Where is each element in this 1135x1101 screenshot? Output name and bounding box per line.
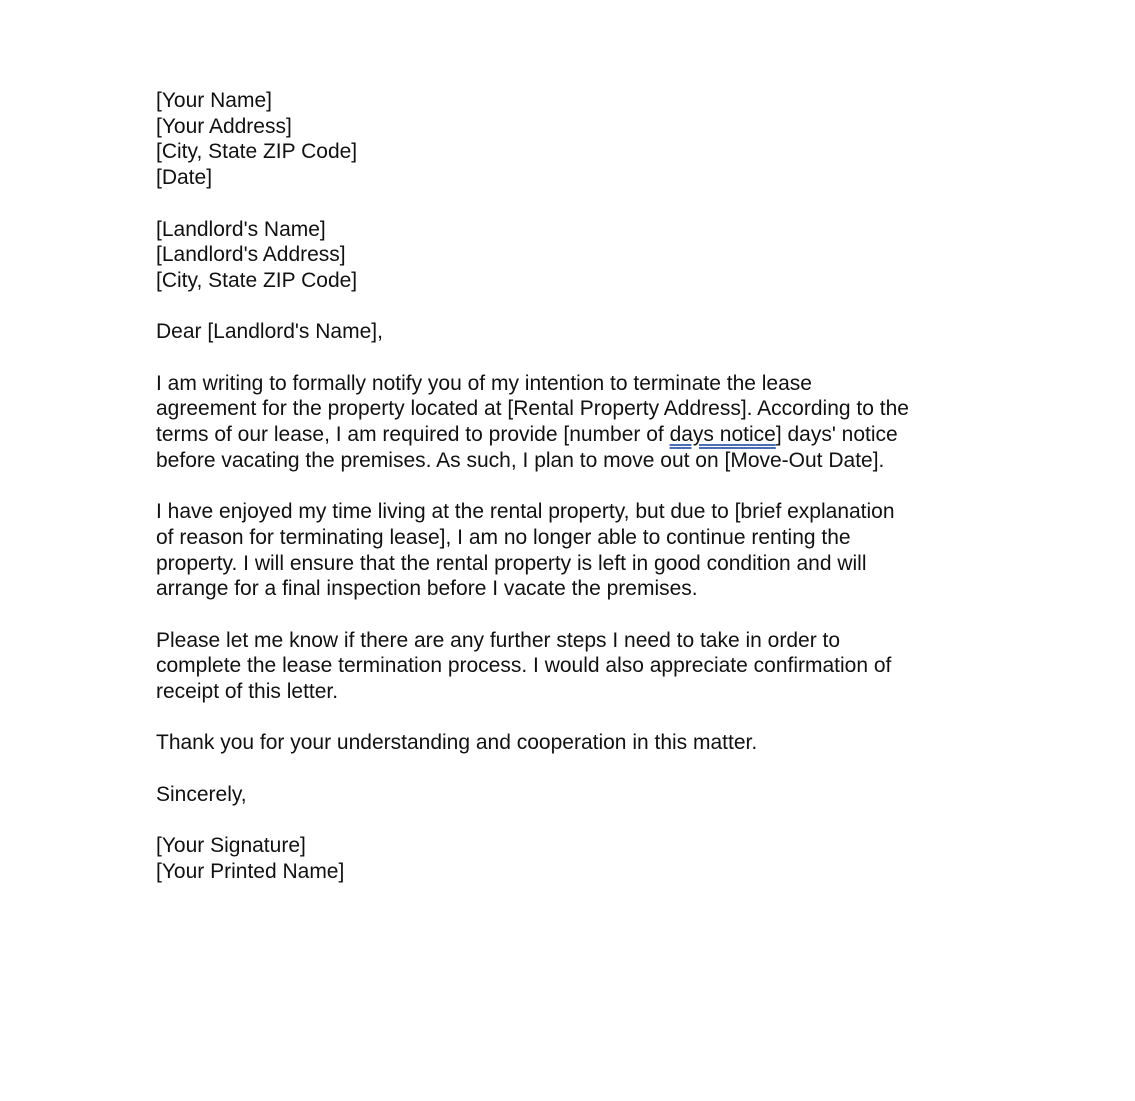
recipient-block (156, 217, 976, 294)
letter-document (156, 88, 976, 885)
signature-placeholder: [Your Signature] (156, 834, 306, 858)
signoff: Sincerely, (156, 782, 247, 806)
sender-address: [Your Address] (156, 114, 292, 138)
paragraph-line: agreement for the property located at [Rental Property Address]. According to the (156, 397, 909, 421)
paragraph-thanks (156, 730, 976, 756)
paragraph-line: Please let me know if there are any further steps I need to take in order to (156, 628, 841, 652)
closing-thanks: Thank you for your understanding and cooperation in this matter. (156, 731, 758, 755)
paragraph-line: arrange for a final inspection before I vacate the premises. (156, 577, 698, 601)
paragraph-line: property. I will ensure that the rental property is left in good condition and will (156, 551, 867, 575)
paragraph-line: of reason for terminating lease], I am no longer able to continue renting the (156, 525, 851, 549)
letter-date: [Date] (156, 166, 213, 190)
printed-name: [Your Printed Name] (156, 859, 345, 883)
paragraph-notice (156, 371, 976, 474)
signoff-block (156, 782, 976, 808)
salutation-block (156, 319, 976, 345)
sender-city-state-zip: [City, State ZIP Code] (156, 140, 358, 164)
sender-name: [Your Name] (156, 89, 272, 112)
paragraph-reason (156, 499, 976, 602)
recipient-city-state-zip: [City, State ZIP Code] (156, 268, 358, 292)
grammar-flagged-text: days notice (669, 423, 776, 447)
signature-block (156, 833, 976, 884)
paragraph-line: receipt of this letter. (156, 680, 339, 704)
recipient-name: [Landlord's Name] (156, 217, 326, 241)
paragraph-next-steps (156, 628, 976, 705)
paragraph-line-segment: ] days' notice (775, 423, 898, 447)
sender-block (156, 88, 976, 191)
paragraph-line: I have enjoyed my time living at the rental property, but due to [brief explanation (156, 500, 895, 524)
paragraph-line: I am writing to formally notify you of my intention to terminate the lease (156, 371, 812, 395)
recipient-address: [Landlord's Address] (156, 243, 346, 267)
paragraph-line (156, 422, 976, 448)
paragraph-line: before vacating the premises. As such, I plan to move out on [Move-Out Date]. (156, 448, 885, 472)
paragraph-line-segment: terms of our lease, I am required to provide [number of (156, 423, 670, 447)
salutation: Dear [Landlord's Name], (156, 320, 383, 344)
paragraph-line: complete the lease termination process. I would also appreciate confirmation of (156, 654, 892, 678)
